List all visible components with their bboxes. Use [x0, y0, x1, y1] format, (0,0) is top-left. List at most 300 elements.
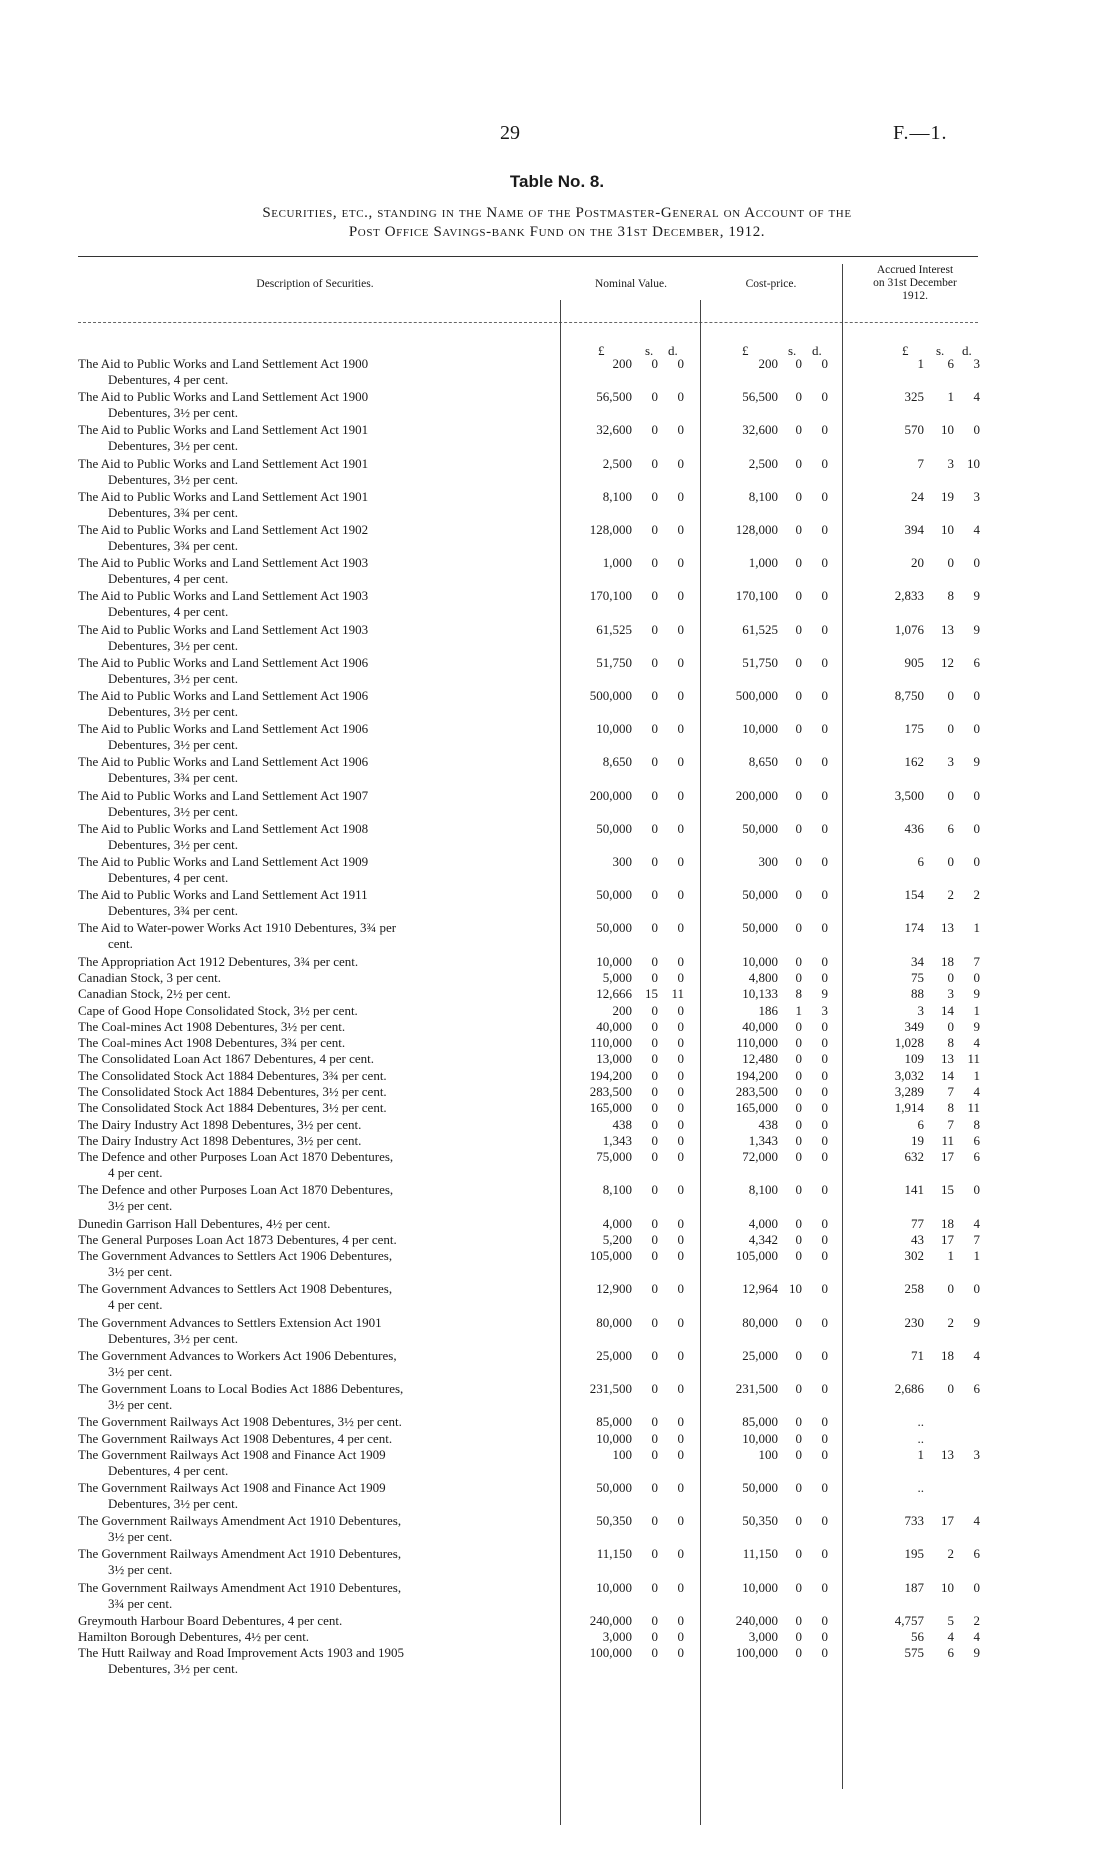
- description-line1: The Government Railways Act 1908 and Finance Act 1909: [78, 1480, 386, 1495]
- accrued-interest-cell: 11: [967, 1051, 980, 1067]
- nominal-value-cell: 0: [677, 1084, 684, 1099]
- nominal-value-cell: 500,000: [589, 688, 632, 703]
- description-line1: The Aid to Public Works and Land Settlement Act 1903: [78, 621, 369, 637]
- cost-price-cell: 0: [821, 721, 828, 737]
- accrued-interest-cell: 2: [947, 887, 954, 903]
- cost-price-cell: 0: [795, 1149, 802, 1165]
- nominal-value-cell: 11: [671, 986, 684, 1002]
- description-line2: Debentures, 4 per cent.: [108, 372, 229, 387]
- accrued-interest-cell: 6: [973, 1546, 980, 1562]
- accrued-interest-cell: 0: [947, 688, 954, 703]
- cost-price-cell: 0: [821, 1035, 828, 1051]
- interest-header-line3: 1912.: [902, 290, 928, 302]
- cost-price-cell: 2,500: [748, 455, 778, 471]
- accrued-interest-cell: 8: [947, 588, 954, 604]
- security-description: [78, 456, 552, 488]
- nominal-value-cell: 0: [677, 969, 684, 985]
- cost-price-cell: 0: [795, 488, 802, 504]
- cost-price-cell: 300: [758, 854, 778, 869]
- cost-price-cell: 0: [795, 1645, 802, 1661]
- nominal-value-cell: 0: [677, 654, 684, 670]
- nominal-value-cell: 0: [651, 1513, 658, 1529]
- accrued-interest-cell: 9: [973, 1018, 980, 1034]
- description-line1: The Aid to Public Works and Land Settlement Act 1909: [78, 854, 369, 869]
- accrued-interest-cell: 9: [973, 588, 980, 604]
- security-description: [78, 522, 552, 554]
- nominal-value-cell: 0: [651, 1132, 658, 1148]
- nominal-value-cell: 0: [651, 488, 658, 504]
- description-line2: Debentures, 3½ per cent.: [108, 438, 238, 454]
- cost-price-cell: 0: [795, 887, 802, 903]
- accrued-interest-cell: 88: [911, 986, 924, 1002]
- accrued-interest-cell: 174: [904, 920, 924, 936]
- nominal-value-cell: 0: [651, 1051, 658, 1067]
- security-description: [78, 986, 552, 1002]
- cost-price-cell: 0: [795, 654, 802, 670]
- accrued-interest-cell: 0: [973, 969, 980, 985]
- cost-price-cell: 0: [821, 1381, 828, 1396]
- accrued-interest-cell: 1: [973, 1248, 980, 1264]
- nominal-value-cell: 0: [651, 422, 658, 438]
- nominal-value-cell: 200: [612, 356, 632, 371]
- accrued-interest-cell: 0: [973, 688, 980, 703]
- nominal-value-cell: 5,200: [602, 1231, 632, 1247]
- accrued-interest-cell: 13: [941, 920, 954, 936]
- cost-price-cell: 0: [821, 1281, 828, 1297]
- description-line1: The Consolidated Stock Act 1884 Debentures, 3½ per cent.: [78, 1100, 387, 1116]
- security-description: [78, 555, 552, 587]
- description-line2: Debentures, 3½ per cent.: [108, 471, 238, 487]
- security-description: [78, 821, 552, 853]
- cost-price-cell: 0: [821, 1446, 828, 1462]
- nominal-value-cell: 0: [651, 1579, 658, 1595]
- cost-price-cell: 105,000: [735, 1248, 778, 1264]
- nominal-value-cell: 1,000: [602, 555, 632, 571]
- unit-shilling: s.: [788, 343, 797, 358]
- nominal-value-cell: 85,000: [596, 1414, 632, 1430]
- security-description: [78, 1613, 552, 1629]
- accrued-interest-cell: 230: [904, 1314, 924, 1330]
- cost-price-cell: 0: [821, 1051, 828, 1067]
- accrued-interest-cell: 195: [904, 1546, 924, 1562]
- cost-price-cell: 0: [821, 1579, 828, 1595]
- description-line2: Debentures, 3½ per cent.: [108, 670, 238, 686]
- cost-price-cell: 0: [795, 721, 802, 737]
- cost-price-cell: 0: [795, 1067, 802, 1083]
- description-line1: The Aid to Public Works and Land Settlement Act 1903: [78, 588, 369, 604]
- description-line1: The Hutt Railway and Road Improvement Acts 1903 and 1905: [78, 1645, 405, 1661]
- description-line2: Debentures, 4 per cent.: [108, 604, 229, 620]
- accrued-interest-cell: 905: [904, 654, 924, 670]
- description-line1: Canadian Stock, 3 per cent.: [78, 969, 221, 985]
- accrued-interest-cell: 1,076: [894, 621, 924, 637]
- nominal-value-cell: 0: [651, 721, 658, 737]
- accrued-interest-cell: 3: [947, 455, 954, 471]
- accrued-interest-cell: 0: [947, 854, 954, 869]
- accrued-interest-cell: 3: [947, 986, 954, 1002]
- security-description: [78, 1084, 552, 1100]
- cost-price-cell: 10,000: [742, 721, 778, 737]
- security-description: [78, 1100, 552, 1116]
- nominal-value-cell: 0: [651, 1231, 658, 1247]
- accrued-interest-cell: 0: [947, 969, 954, 985]
- accrued-interest-cell: 6: [917, 854, 924, 869]
- security-description: [78, 688, 552, 720]
- cost-price-cell: 9: [821, 986, 828, 1002]
- nominal-value-cell: 0: [651, 522, 658, 537]
- description-line1: The Aid to Public Works and Land Settlement Act 1901: [78, 455, 369, 471]
- description-line1: The Aid to Public Works and Land Settlement Act 1902: [78, 522, 369, 537]
- accrued-interest-cell: 34: [911, 953, 924, 969]
- cost-price-cell: 3: [821, 1002, 828, 1018]
- nominal-value-cell: 0: [651, 555, 658, 571]
- cost-price-cell: 0: [821, 1149, 828, 1165]
- column-header-nominal: Nominal Value.: [595, 278, 667, 290]
- description-line2: 3½ per cent.: [108, 1397, 173, 1412]
- cost-price-cell: 0: [821, 688, 828, 703]
- cost-price-cell: 0: [795, 1612, 802, 1628]
- accrued-interest-cell: 4: [973, 389, 980, 405]
- nominal-value-cell: 0: [651, 969, 658, 985]
- cost-price-cell: 0: [795, 389, 802, 405]
- nominal-value-cell: 0: [677, 1215, 684, 1231]
- cost-price-cell: 61,525: [742, 621, 778, 637]
- nominal-value-cell: 0: [677, 1182, 684, 1198]
- nominal-value-cell: 0: [677, 588, 684, 604]
- cost-price-cell: 0: [795, 1231, 802, 1247]
- accrued-interest-cell: 7: [973, 953, 980, 969]
- document-reference: F.—1.: [893, 122, 948, 144]
- nominal-value-cell: 100: [612, 1446, 632, 1462]
- description-line1: The Aid to Public Works and Land Settlement Act 1906: [78, 654, 369, 670]
- accrued-interest-cell: 6: [947, 1645, 954, 1661]
- nominal-value-cell: 240,000: [589, 1612, 632, 1628]
- cost-price-cell: 25,000: [742, 1347, 778, 1363]
- cost-price-cell: 0: [821, 1612, 828, 1628]
- nominal-value-cell: 0: [651, 1612, 658, 1628]
- accrued-interest-cell: 17: [941, 1231, 954, 1247]
- nominal-value-cell: 0: [677, 389, 684, 405]
- cost-price-cell: 0: [795, 422, 802, 438]
- nominal-value-cell: 0: [651, 389, 658, 405]
- accrued-interest-cell: 4: [973, 1629, 980, 1645]
- description-line1: The Government Railways Amendment Act 1910 Debentures,: [78, 1513, 402, 1529]
- accrued-interest-cell: 0: [947, 721, 954, 737]
- security-description: [78, 1431, 552, 1447]
- security-description: [78, 920, 552, 952]
- nominal-value-cell: 0: [677, 1414, 684, 1430]
- cost-price-cell: 80,000: [742, 1314, 778, 1330]
- cost-price-cell: 50,000: [742, 1480, 778, 1495]
- description-line1: Canadian Stock, 2½ per cent.: [78, 986, 231, 1002]
- description-line1: Greymouth Harbour Board Debentures, 4 per cent.: [78, 1612, 343, 1628]
- accrued-interest-cell: 1,028: [894, 1035, 924, 1051]
- nominal-value-cell: 0: [677, 1513, 684, 1529]
- nominal-value-cell: 2,500: [602, 455, 632, 471]
- description-line2: Debentures, 3¾ per cent.: [108, 770, 238, 786]
- description-line2: Debentures, 3¾ per cent.: [108, 538, 238, 553]
- nominal-value-cell: 0: [677, 1035, 684, 1051]
- table-heading-line2: Post Office Savings-bank Fund on the 31st December, 1912.: [348, 224, 766, 240]
- cost-price-cell: 0: [795, 1414, 802, 1430]
- accrued-interest-cell: 12: [941, 654, 954, 670]
- cost-price-cell: 0: [821, 1546, 828, 1562]
- cost-price-cell: 0: [795, 1215, 802, 1231]
- cost-price-cell: 200,000: [735, 787, 778, 803]
- column-header-cost: Cost-price.: [745, 278, 797, 290]
- cost-price-cell: 56,500: [742, 389, 778, 405]
- cost-price-cell: 0: [795, 688, 802, 703]
- nominal-value-cell: 0: [677, 1132, 684, 1148]
- cost-price-cell: 10,000: [742, 1430, 778, 1446]
- security-description: [78, 1447, 552, 1479]
- nominal-value-cell: 0: [677, 1067, 684, 1083]
- cost-price-cell: 0: [821, 588, 828, 604]
- security-description: [78, 389, 552, 421]
- security-description: [78, 622, 552, 654]
- accrued-interest-cell: 2: [947, 1546, 954, 1562]
- header-bottom-rule: [78, 322, 978, 323]
- accrued-interest-cell: 8,750: [894, 688, 924, 703]
- accrued-interest-cell: 13: [941, 621, 954, 637]
- description-line1: The Consolidated Loan Act 1867 Debentures, 4 per cent.: [78, 1051, 375, 1067]
- description-line2: 3¾ per cent.: [108, 1595, 173, 1611]
- cost-price-cell: 0: [795, 1035, 802, 1051]
- nominal-value-cell: 0: [677, 688, 684, 703]
- security-description: [78, 356, 552, 388]
- nominal-value-cell: 0: [677, 1149, 684, 1165]
- accrued-interest-cell: 9: [973, 1645, 980, 1661]
- cost-price-cell: 1: [795, 1002, 802, 1018]
- cost-price-cell: 0: [795, 1018, 802, 1034]
- cost-price-cell: 0: [821, 1347, 828, 1363]
- unit-shilling: s.: [936, 343, 945, 358]
- accrued-interest-cell: 0: [947, 1381, 954, 1396]
- nominal-value-cell: 0: [651, 1446, 658, 1462]
- nominal-value-cell: 200: [612, 1002, 632, 1018]
- nominal-value-cell: 0: [677, 1281, 684, 1297]
- security-description: [78, 1546, 552, 1578]
- cost-price-cell: 500,000: [735, 688, 778, 703]
- cost-price-cell: 0: [821, 654, 828, 670]
- nominal-value-cell: 40,000: [596, 1018, 632, 1034]
- nominal-value-cell: 12,666: [596, 986, 632, 1002]
- cost-price-cell: 85,000: [742, 1414, 778, 1430]
- accrued-interest-cell: 18: [941, 1347, 954, 1363]
- accrued-interest-cell: 187: [904, 1579, 924, 1595]
- accrued-interest-cell: 10: [941, 522, 954, 537]
- description-line2: 4 per cent.: [108, 1297, 163, 1313]
- nominal-value-cell: 5,000: [602, 969, 632, 985]
- accrued-interest-cell: 17: [941, 1513, 954, 1529]
- accrued-interest-cell: 0: [973, 1281, 980, 1297]
- description-line1: The Dairy Industry Act 1898 Debentures, 3½ per cent.: [78, 1132, 362, 1148]
- description-line2: Debentures, 3½ per cent.: [108, 1330, 238, 1346]
- cost-price-cell: 0: [821, 1414, 828, 1430]
- accrued-interest-cell: 9: [973, 754, 980, 770]
- nominal-value-cell: 0: [677, 1645, 684, 1661]
- accrued-interest-cell: 0: [947, 1281, 954, 1297]
- accrued-interest-cell: 71: [911, 1347, 924, 1363]
- security-description: [78, 1019, 552, 1035]
- description-line1: The Government Railways Act 1908 and Finance Act 1909: [78, 1446, 386, 1462]
- nominal-value-cell: 11,150: [596, 1546, 632, 1562]
- cost-price-cell: 40,000: [742, 1018, 778, 1034]
- accrued-interest-cell: 325: [904, 389, 924, 405]
- description-line1: The Aid to Public Works and Land Settlement Act 1906: [78, 688, 369, 703]
- unit-pound: £: [598, 343, 605, 358]
- accrued-interest-cell: 3: [917, 1002, 924, 1018]
- security-description: [78, 1381, 552, 1413]
- cost-price-cell: 50,000: [742, 887, 778, 903]
- accrued-interest-cell: 3: [973, 1446, 980, 1462]
- cost-price-cell: 0: [795, 1116, 802, 1132]
- security-description: [78, 1480, 552, 1512]
- cost-price-cell: 0: [821, 1430, 828, 1446]
- nominal-value-cell: 0: [677, 555, 684, 571]
- accrued-interest-cell: 3,500: [894, 787, 924, 803]
- cost-price-cell: 200: [758, 356, 778, 371]
- nominal-value-cell: 0: [677, 787, 684, 803]
- cost-price-cell: 0: [795, 1430, 802, 1446]
- cost-price-cell: 12,964: [742, 1281, 778, 1297]
- description-line1: The Aid to Public Works and Land Settlement Act 1900: [78, 389, 369, 405]
- cost-price-cell: 0: [795, 356, 802, 371]
- accrued-interest-cell: ..: [917, 1430, 924, 1446]
- nominal-value-cell: 0: [677, 887, 684, 903]
- security-description: [78, 1348, 552, 1380]
- nominal-value-cell: 170,100: [589, 588, 632, 604]
- accrued-interest-cell: 8: [947, 1035, 954, 1051]
- cost-price-cell: 0: [821, 1513, 828, 1529]
- nominal-value-cell: 50,350: [596, 1513, 632, 1529]
- cost-price-cell: 11,150: [742, 1546, 778, 1562]
- nominal-value-cell: 50,000: [596, 820, 632, 836]
- cost-price-cell: 32,600: [742, 422, 778, 438]
- cost-price-cell: 50,350: [742, 1513, 778, 1529]
- accrued-interest-cell: 6: [947, 820, 954, 836]
- cost-price-cell: 0: [821, 1067, 828, 1083]
- nominal-value-cell: 1,343: [602, 1132, 632, 1148]
- table-title: Table No. 8.: [509, 172, 605, 191]
- accrued-interest-cell: 5: [947, 1612, 954, 1628]
- cost-price-cell: 0: [821, 787, 828, 803]
- cost-price-cell: 0: [795, 455, 802, 471]
- nominal-value-cell: 0: [677, 754, 684, 770]
- nominal-value-cell: 3,000: [602, 1629, 632, 1645]
- accrued-interest-cell: 6: [973, 1149, 980, 1165]
- nominal-value-cell: 13,000: [596, 1051, 632, 1067]
- security-description: [78, 655, 552, 687]
- unit-shilling: s.: [645, 343, 654, 358]
- description-line2: Debentures, 3½ per cent.: [108, 637, 238, 653]
- nominal-value-cell: 0: [677, 1381, 684, 1396]
- description-line1: The Aid to Public Works and Land Settlement Act 1903: [78, 555, 369, 571]
- accrued-interest-cell: 13: [941, 1446, 954, 1462]
- description-line1: The Coal-mines Act 1908 Debentures, 3¾ per cent.: [78, 1035, 346, 1051]
- cost-price-cell: 0: [821, 1215, 828, 1231]
- security-description: [78, 1580, 552, 1612]
- accrued-interest-cell: 6: [973, 1132, 980, 1148]
- accrued-interest-cell: 0: [947, 787, 954, 803]
- security-description: [78, 970, 552, 986]
- cost-price-cell: 100: [758, 1446, 778, 1462]
- cost-price-cell: 0: [821, 488, 828, 504]
- accrued-interest-cell: 10: [967, 455, 980, 471]
- nominal-value-cell: 0: [651, 1215, 658, 1231]
- cost-price-cell: 0: [821, 422, 828, 438]
- accrued-interest-cell: 75: [911, 969, 924, 985]
- cost-price-cell: 0: [821, 920, 828, 936]
- nominal-value-cell: 0: [651, 754, 658, 770]
- description-line1: Cape of Good Hope Consolidated Stock, 3½ per cent.: [78, 1002, 358, 1018]
- nominal-value-cell: 0: [651, 1116, 658, 1132]
- accrued-interest-cell: 7: [947, 1116, 954, 1132]
- nominal-value-cell: 8,100: [602, 1182, 632, 1198]
- cost-price-cell: 194,200: [735, 1067, 778, 1083]
- description-line1: The Aid to Public Works and Land Settlement Act 1900: [78, 356, 369, 371]
- cost-price-cell: 186: [758, 1002, 778, 1018]
- security-description: [78, 1133, 552, 1149]
- description-line1: The Defence and other Purposes Loan Act 1870 Debentures,: [78, 1182, 394, 1198]
- cost-price-cell: 0: [795, 920, 802, 936]
- nominal-value-cell: 0: [677, 356, 684, 371]
- accrued-interest-cell: 6: [973, 654, 980, 670]
- description-line1: The Aid to Public Works and Land Settlement Act 1901: [78, 488, 369, 504]
- nominal-value-cell: 0: [651, 887, 658, 903]
- cost-price-cell: 0: [795, 1480, 802, 1495]
- unit-pence: d.: [962, 343, 972, 358]
- table-heading: [60, 204, 1054, 242]
- security-description: [78, 489, 552, 521]
- security-description: [78, 1051, 552, 1067]
- description-line2: Debentures, 4 per cent.: [108, 571, 229, 587]
- column-header-description: Description of Securities.: [256, 278, 374, 290]
- cost-price-cell: 0: [821, 1314, 828, 1330]
- accrued-interest-cell: 3,032: [894, 1067, 924, 1083]
- description-line2: 3½ per cent.: [108, 1198, 173, 1214]
- nominal-value-cell: 0: [677, 1480, 684, 1495]
- accrued-interest-cell: 1: [973, 1002, 980, 1018]
- cost-price-cell: 0: [795, 1051, 802, 1067]
- accrued-interest-cell: 19: [941, 488, 954, 504]
- nominal-value-cell: 0: [677, 721, 684, 737]
- description-line2: Debentures, 4 per cent.: [108, 1462, 229, 1478]
- nominal-value-cell: 0: [651, 688, 658, 703]
- cost-price-cell: 0: [795, 621, 802, 637]
- column-divider: [842, 264, 843, 1789]
- nominal-value-cell: 56,500: [596, 389, 632, 405]
- description-line1: The Government Advances to Settlers Act 1908 Debentures,: [78, 1281, 393, 1297]
- cost-price-cell: 0: [821, 1116, 828, 1132]
- nominal-value-cell: 32,600: [596, 422, 632, 438]
- cost-price-cell: 10,000: [742, 1579, 778, 1595]
- nominal-value-cell: 25,000: [596, 1347, 632, 1363]
- cost-price-cell: 110,000: [736, 1035, 778, 1051]
- accrued-interest-cell: 162: [904, 754, 924, 770]
- nominal-value-cell: 0: [677, 422, 684, 438]
- accrued-interest-cell: 2: [947, 1314, 954, 1330]
- accrued-interest-cell: 7: [947, 1084, 954, 1099]
- security-description: [78, 721, 552, 753]
- nominal-value-cell: 0: [651, 1100, 658, 1116]
- nominal-value-cell: 0: [651, 1149, 658, 1165]
- nominal-value-cell: 0: [651, 621, 658, 637]
- nominal-value-cell: 0: [677, 1100, 684, 1116]
- cost-price-cell: 0: [795, 1248, 802, 1264]
- nominal-value-cell: 0: [677, 1579, 684, 1595]
- nominal-value-cell: 0: [677, 1231, 684, 1247]
